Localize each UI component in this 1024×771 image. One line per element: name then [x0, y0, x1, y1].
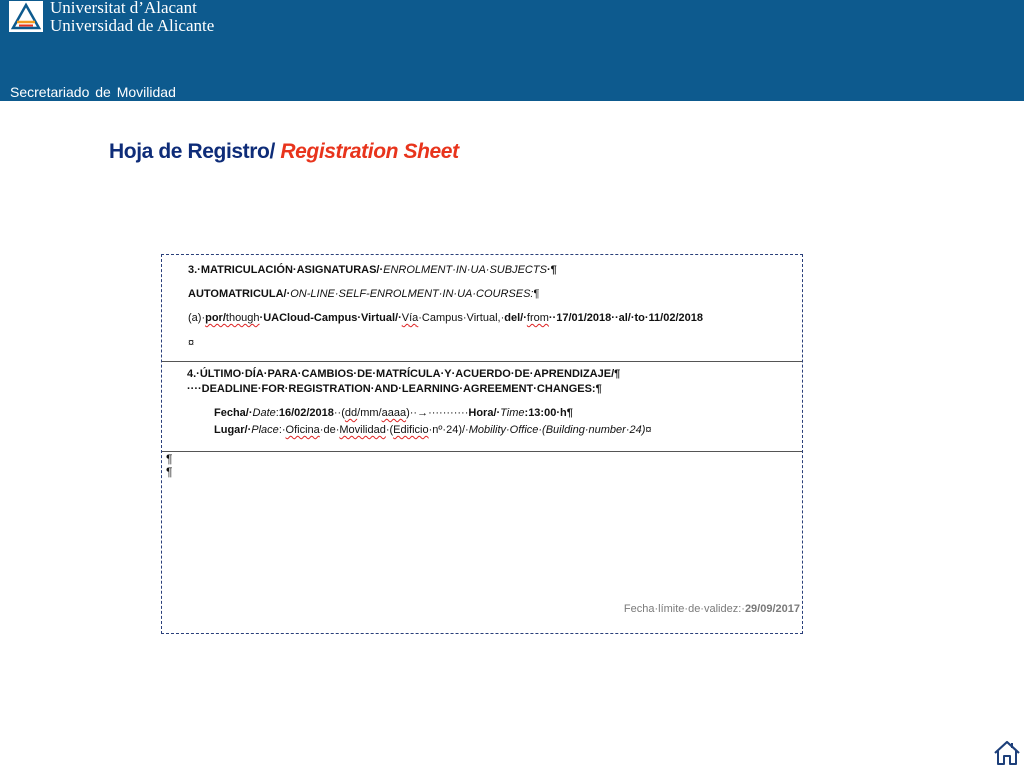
self-enrolment-line: AUTOMATRICULA/·ON-LINE·SELF-ENROLMENT·IN·UA·COURSES:¶ [188, 288, 540, 300]
deadline-date: 16/02/2018 [278, 407, 334, 419]
enrolment-end-date: 11/02/2018 [648, 312, 703, 324]
department-name: Secretariado de Movilidad [10, 84, 176, 100]
title-english: Registration Sheet [280, 140, 459, 163]
paragraph-mark-2: ¶ [166, 465, 173, 479]
enrolment-start-date: ··17/01/2018 [548, 312, 612, 324]
deadline-time: :13:00·h¶ [524, 407, 573, 419]
validity-date: 29/09/2017 [744, 603, 800, 615]
title-spanish: Hoja de Registro/ [109, 140, 281, 163]
university-name-valencian: Universitat d’Alacant [50, 0, 197, 17]
section-4-deadline [162, 361, 802, 452]
section-3-enrolment [162, 255, 802, 362]
enrolment-period-line: (a)·por/though·UACloud-Campus·Virtual/·Vía·Campus·Virtual,·del/·from··17/01/2018··al/·to·11/02/2018 [188, 312, 703, 324]
section-4-heading-es: 4.·ÚLTIMO·DÍA·PARA·CAMBIOS·DE·MATRÍCULA·Y·ACUERDO·DE·APRENDIZAJE/¶ [187, 368, 621, 380]
validity-deadline: Fecha·límite·de·validez:·29/09/2017 [623, 603, 800, 615]
deadline-date-line: Fecha/·Date:16/02/2018··(dd/mm/aaaa)··→···········Hora/·Time:13:00·h¶ [214, 407, 573, 419]
cell-end-mark: ¤ [188, 337, 195, 349]
section-4-heading-en: ····DEADLINE·FOR·REGISTRATION·AND·LEARNING·AGREEMENT·CHANGES:¶ [187, 383, 602, 395]
header-banner [0, 0, 1024, 101]
deadline-place-line: Lugar/·Place:·Oficina·de·Movilidad·(Edificio·nº·24)/·Mobility·Office·(Building·number·24)¤ [214, 424, 652, 436]
section-3-heading: 3.·MATRICULACIÓN·ASIGNATURAS/·ENROLMENT·IN·UA·SUBJECTS·¶ [188, 264, 557, 276]
registration-sheet [161, 254, 803, 634]
page-title [109, 140, 459, 164]
home-icon[interactable] [993, 740, 1021, 766]
university-name-spanish: Universidad de Alicante [50, 16, 215, 35]
paragraph-mark-1: ¶ [166, 452, 173, 466]
university-logo-icon [9, 1, 43, 32]
